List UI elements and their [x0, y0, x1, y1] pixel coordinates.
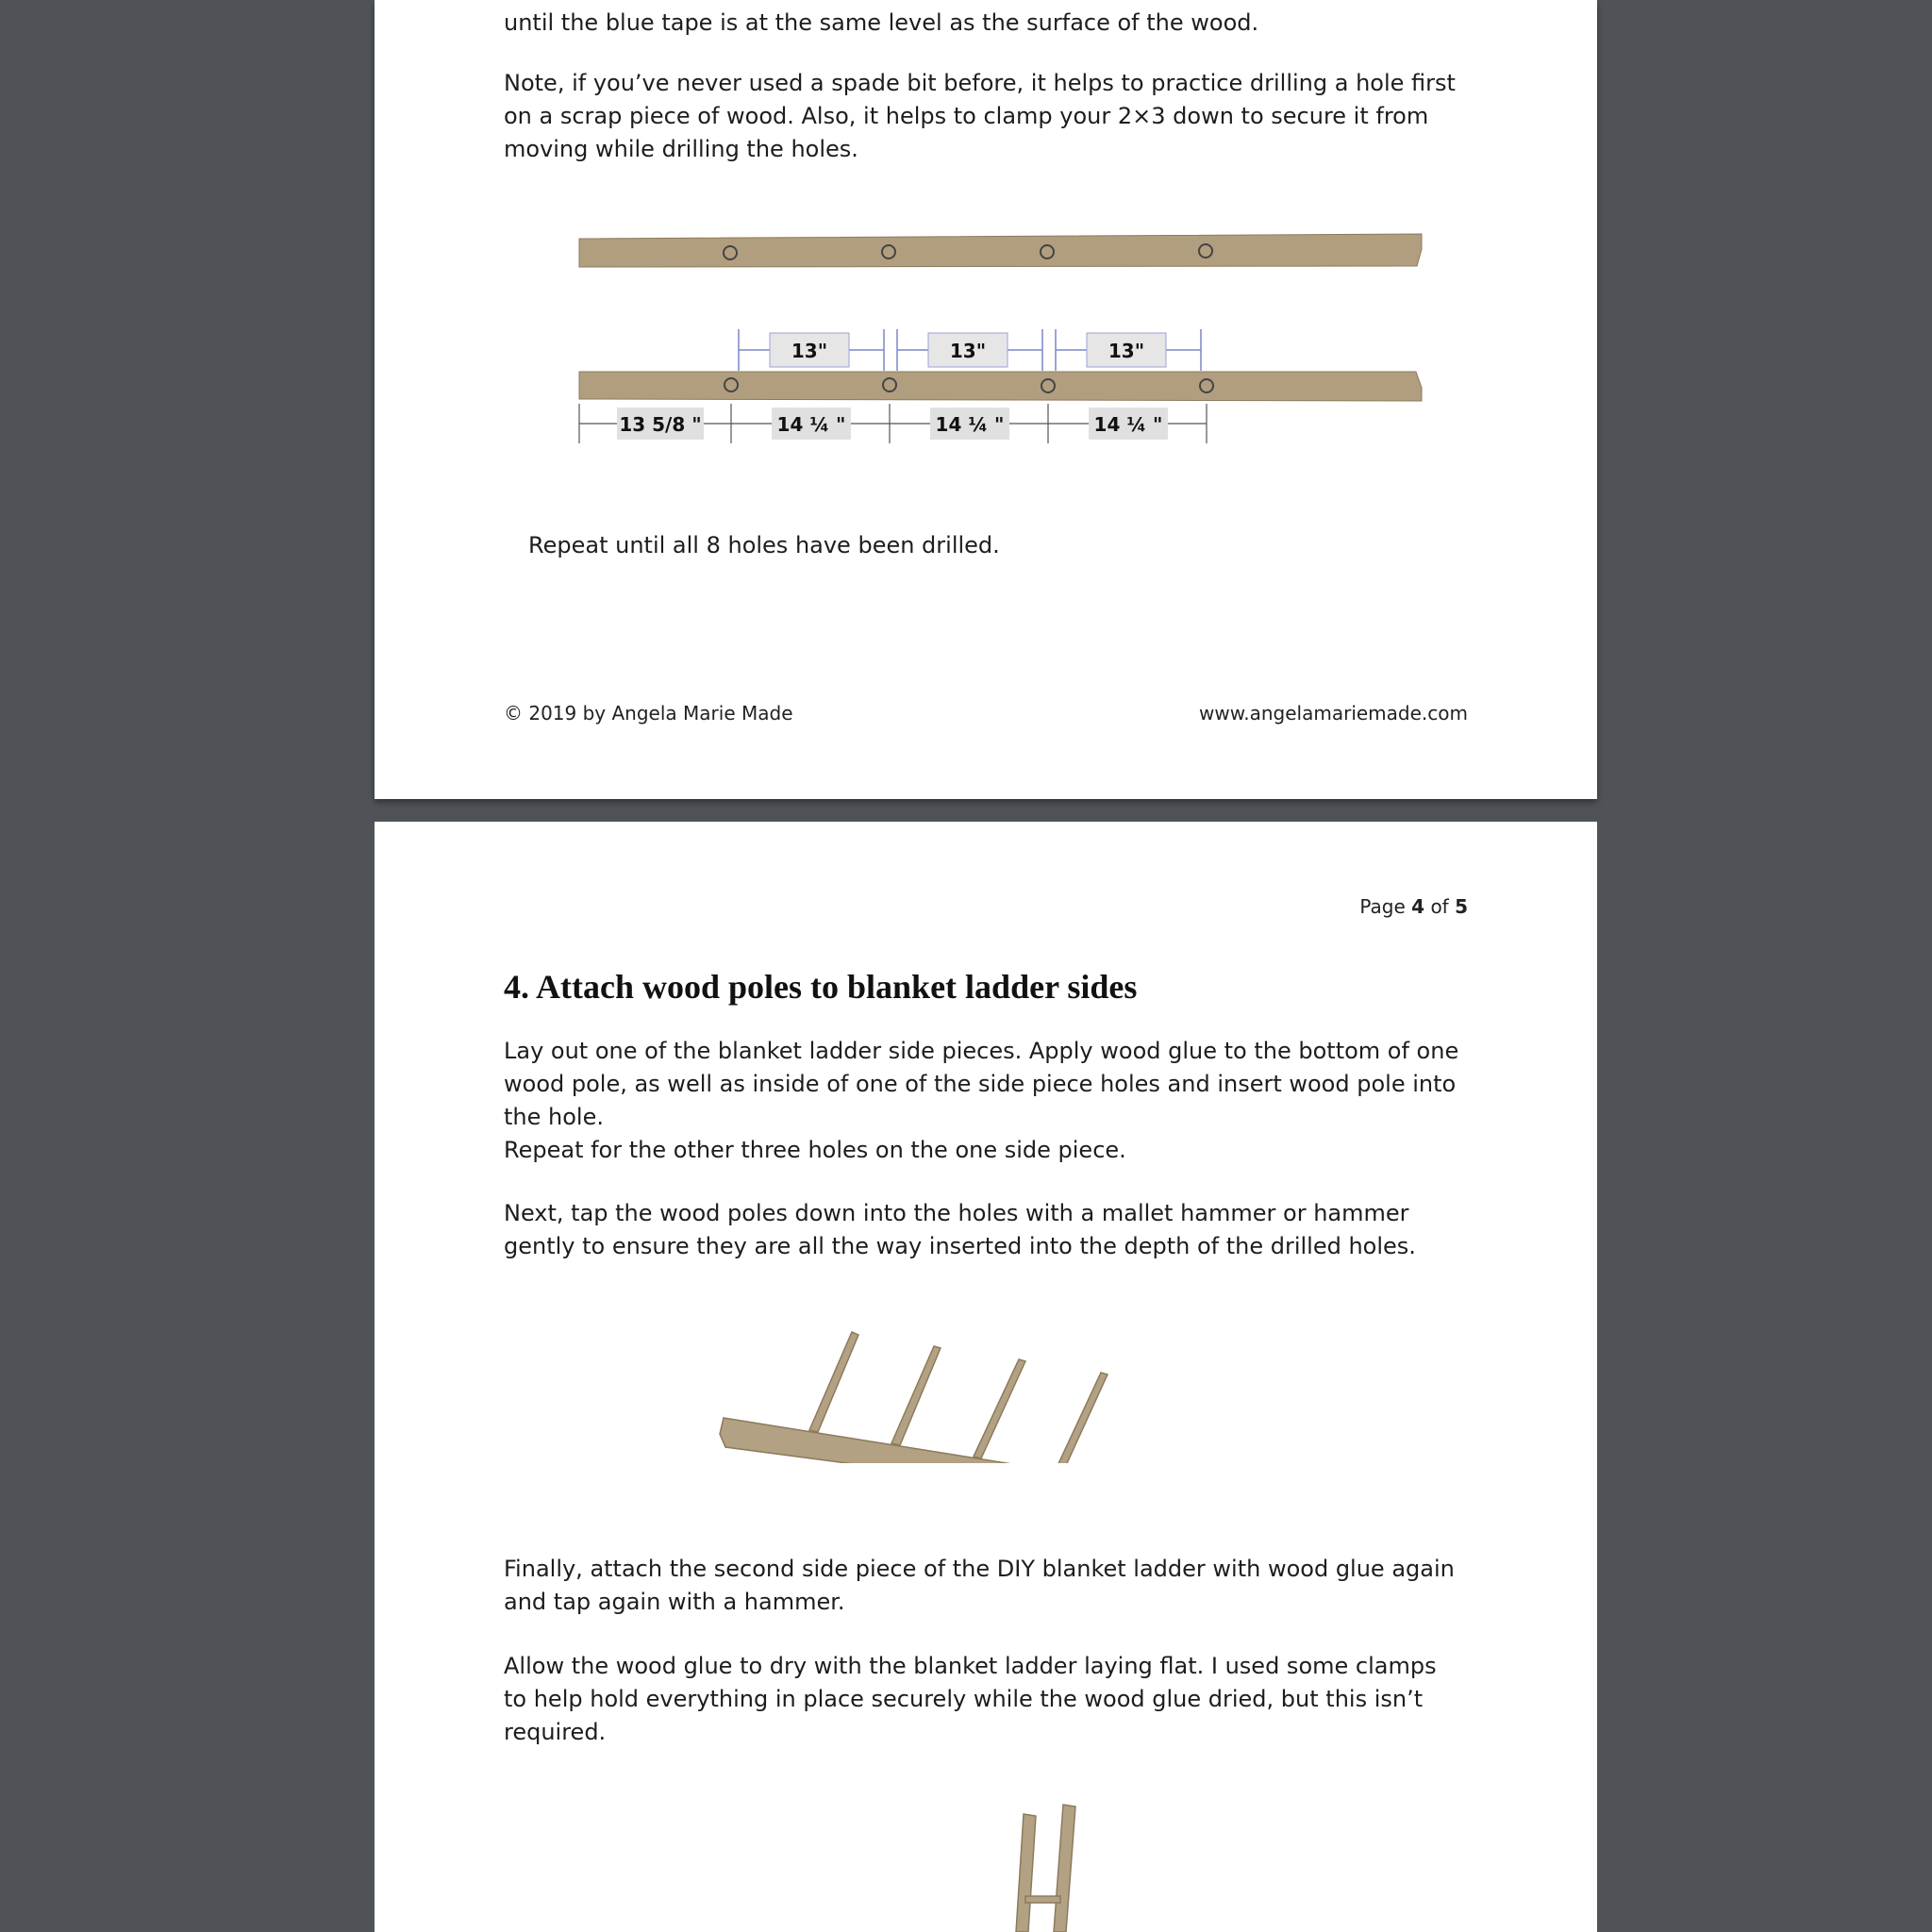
dimension-label-bottom: 14 ¼ ": [1093, 413, 1163, 436]
dimension-label-top: 13": [1108, 340, 1145, 362]
dimension-label-bottom: 14 ¼ ": [935, 413, 1005, 436]
paragraph-repeat-holes: Repeat until all 8 holes have been drilled.: [528, 532, 1000, 558]
wood-board-top: [579, 234, 1422, 267]
dimension-label-bottom: 13 5/8 ": [619, 413, 702, 436]
wood-board-bottom: [579, 372, 1422, 401]
paragraph-second-side: Finally, attach the second side piece of the DIY blanket ladder with wood glue again and tap again with a hammer.: [504, 1556, 1455, 1615]
page-number: [1359, 895, 1468, 918]
footer-website: www.angelamariemade.com: [1199, 702, 1468, 724]
paragraph-tap-poles: Next, tap the wood poles down into the holes with a mallet hammer or hammer gently to ensure they are all the way inserted into the depth of the drilled holes.: [504, 1200, 1416, 1259]
page-label: Page: [1359, 895, 1406, 918]
dimension-label-bottom: 14 ¼ ": [776, 413, 846, 436]
page-current: 4: [1411, 895, 1425, 918]
paragraph-spade-bit-note: Note, if you’ve never used a spade bit before, it helps to practice drilling a hole first on a scrap piece of wood. Also, it helps to clamp your 2×3 down to secure it from moving while drilling the holes.: [504, 70, 1456, 162]
document-page-4: [375, 822, 1597, 1932]
ladder-poles-illustration: [375, 1331, 1597, 1463]
footer-copyright: © 2019 by Angela Marie Made: [504, 702, 793, 724]
paragraph-tape-level: until the blue tape is at the same level as the surface of the wood.: [504, 9, 1259, 36]
dimension-label-top: 13": [791, 340, 828, 362]
paragraph-lay-out: Lay out one of the blanket ladder side pieces. Apply wood glue to the bottom of one wood pole, as well as inside of one of the side piece holes and insert wood pole into the hole.: [504, 1038, 1459, 1130]
drilling-diagram: [375, 0, 1597, 472]
section-heading: 4. Attach wood poles to blanket ladder sides: [504, 968, 1138, 1006]
ladder-standing-illustration: [375, 1793, 1597, 1932]
dimension-label-top: 13": [949, 340, 987, 362]
paragraph-allow-dry: Allow the wood glue to dry with the blanket ladder laying flat. I used some clamps to help hold everything in place securely while the wood glue dried, but this isn’t required.: [504, 1653, 1437, 1745]
document-page-3: [375, 0, 1597, 799]
page-total: 5: [1455, 895, 1468, 918]
page-of-label: of: [1430, 895, 1449, 918]
paragraph-repeat-holes: Repeat for the other three holes on the one side piece.: [504, 1137, 1126, 1163]
